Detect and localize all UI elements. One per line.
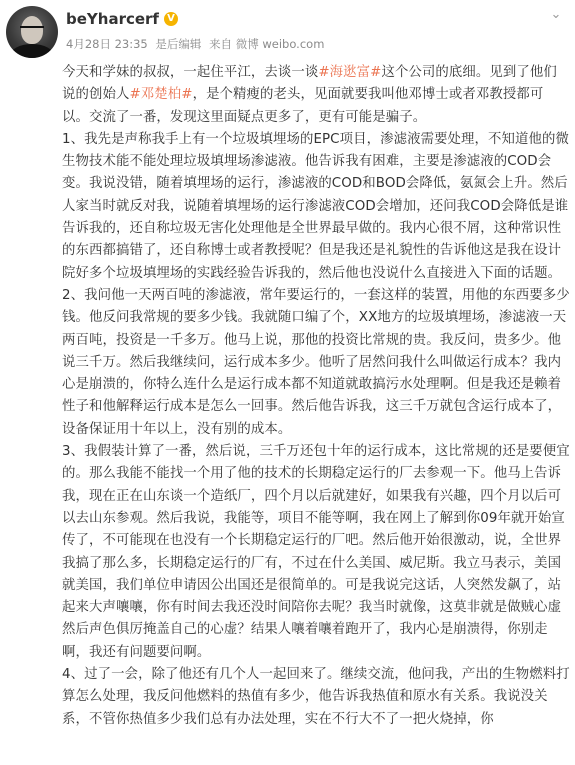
post-meta	[66, 36, 328, 52]
topic-link-founder[interactable]: #邓楚柏#	[129, 87, 193, 103]
avatar-glasses	[20, 26, 44, 34]
edited-label: 是后编辑	[155, 37, 202, 51]
avatar-shoulders	[10, 44, 54, 58]
verified-badge-icon: V	[164, 12, 178, 26]
intro-text-1: 今天和学妹的叔叔，一起住平江，去谈一谈	[62, 65, 319, 80]
username[interactable]: beYharcerf	[66, 10, 159, 28]
topic-link-company[interactable]: #海逖富#	[318, 65, 382, 80]
post-content	[62, 62, 570, 731]
avatar[interactable]	[6, 6, 58, 58]
post-header	[0, 0, 575, 62]
paragraph-1: 1、我先是声称我手上有一个垃圾填埋场的EPC项目，渗滤液需要处理，不知道他的微生物技术能不能处理垃圾填埋场渗滤液。他告诉我有困难，主要是渗滤液的COD会变。我说没错，随着填埋场的运行，渗滤液的COD和BOD会降低，氨氮会上升。然后人家当时就反对我，说随着填埋场的运行渗滤液COD会增加，还问我COD会降低是谁告诉我的，还自称垃圾无害化处理他是全世界最早做的。我内心很不屑，这种常识性的东西都搞错了，还自称博士或者教授呢？但是我还是礼貌性的告诉他这是我在设计院好多个垃圾填埋场的实践经验告诉我的，然后他也没说什么直接进入下面的话题。	[62, 131, 569, 281]
paragraph-2: 2、我问他一天两百吨的渗滤液，常年要运行的，一套这样的装置，用他的东西要多少钱。他反问我常规的要多少钱。我就随口编了个，XX地方的垃圾填埋场，渗滤液一天两百吨，投资是一千多万。他马上说，那他的投资比常规的贵。我反问，贵多少。他说三千万。然后我继续问，运行成本多少。他听了居然问我什么叫做运行成本？我内心是崩溃的，你特么连什么是运行成本都不知道就敢搞污水处理啊。但是我还是赖着性子和他解释运行成本是怎么一回事。然后他告诉我，这三千万就包含运行成本了，设备保证用十年以上，没有别的成本。	[62, 287, 570, 437]
post-source[interactable]: 来自 微博 weibo.com	[209, 37, 325, 51]
chevron-down-icon[interactable]: ⌄	[550, 7, 562, 22]
paragraph-intro	[62, 62, 570, 129]
intro-text-2: 这个公司的底细。见到了他们说的创始人	[62, 65, 557, 103]
username-row	[66, 8, 178, 30]
post-time[interactable]: 4月28日 23:35	[66, 37, 148, 51]
intro-text-3: ，是个精瘦的老头，见面就要我叫他邓博士或者邓教授都可以。交流了一番，发现这里面疑点更多了，更有可能是骗子。	[62, 87, 544, 125]
paragraph-4: 4、过了一会，除了他还有几个人一起回来了。继续交流，他问我，产出的生物燃料打算怎么处理，我反问他燃料的热值有多少，他告诉我热值和原水有关系。我说没关系，不管你热值多少我们总有办法处理，实在不行大不了一把火烧掉，你	[62, 667, 570, 727]
paragraph-3: 3、我假装计算了一番，然后说，三千万还包十年的运行成本，这比常规的还是要便宜的。那么我能不能找一个用了他的技术的长期稳定运行的厂去参观一下。他马上告诉我，现在正在山东谈一个造纸厂，四个月以后就建好，如果我有兴趣，四个月以后可以去山东参观。然后我说，我能等，项目不能等啊，我在网上了解到你09年就开始宣传了，不可能现在也没有一个长期稳定运行的厂吧。然后他开始很激动，说，全世界我搞了那么多，长期稳定运行的厂有，不过在什么美国、威尼斯。我立马表示，美国就美国，我们单位申请因公出国还是很简单的。可是我说完这话，人突然发飙了，站起来大声嚷嚷，你有时间去我还没时间陪你去呢？我当时就像，这莫非就是做贼心虚然后声色俱厉掩盖自己的心虚？结果人嚷着嚷着跑开了，我内心是崩溃得，你别走啊，我还有问题要问啊。	[62, 444, 570, 660]
